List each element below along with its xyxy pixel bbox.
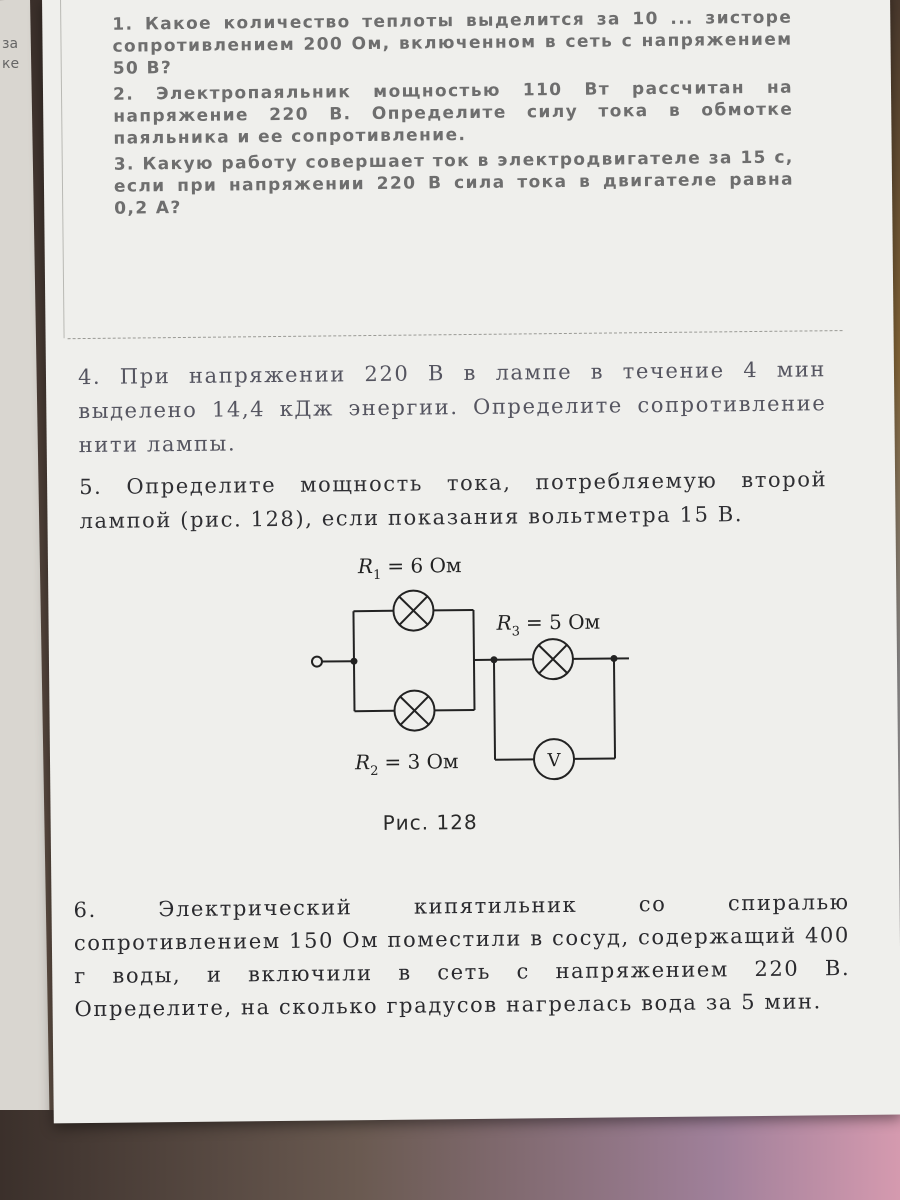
lamp-r2-icon (394, 690, 434, 730)
background-bottom (0, 1110, 900, 1200)
problem-5: 5. Определите мощность тока, потребляемую второй лампой (рис. 128), если показания вольтметра 15 В. (79, 467, 828, 534)
problem-3: 3. Какую работу совершает ток в электродвигателе за 15 с, если при напряжении 220 В сила тока в двигателе равна 0,2 А? (113, 147, 795, 219)
lamp-r3-icon (533, 639, 573, 679)
problems-faded-block (112, 7, 794, 224)
fold-line-vertical (60, 0, 65, 338)
adjacent-page (0, 0, 50, 1140)
r1-label: $R_1 = 6$ Ом (357, 553, 462, 584)
problem-6: 6. Электрический кипятильник со спиралью сопротивлением 150 Ом поместили в сосуд, содержащий 400 г воды, и включили в сеть с напряжением 220 В. Определите, на сколько градусов нагрелась вода за 5 мин. (73, 890, 851, 1022)
r2-label: $R_2 = 3$ Ом (354, 749, 459, 780)
problem-4: 4. При напряжении 220 В в лампе в течение 4 мин выделено 14,4 кДж энергии. Определите сопротивление нити лампы. (77, 357, 827, 458)
r3-label: $R_3 = 5$ Ом (496, 609, 601, 640)
problems-main-block (78, 352, 828, 538)
figure-caption: Рис. 128 (382, 809, 478, 835)
lamp-r1-icon (393, 590, 433, 630)
input-terminal (312, 657, 322, 667)
problem-1: 1. Какое количество теплоты выделится за 10 ... зисторе сопротивлением 200 Ом, включенном в сеть с напряжением 50 В? (112, 7, 793, 79)
adjacent-page-text: за ке (2, 36, 20, 72)
circuit-diagram (248, 540, 631, 804)
voltmeter-label: V (547, 750, 561, 772)
junction-dot (490, 656, 497, 663)
junction-dot (350, 658, 357, 665)
worksheet (42, 0, 900, 1123)
junction-dot (610, 655, 617, 662)
cut-line (68, 330, 843, 339)
problem-2: 2. Электропаяльник мощностью 110 Вт рассчитан на напряжение 220 В. Определите силу тока в обмотке паяльника и ее сопротивление. (112, 77, 794, 149)
